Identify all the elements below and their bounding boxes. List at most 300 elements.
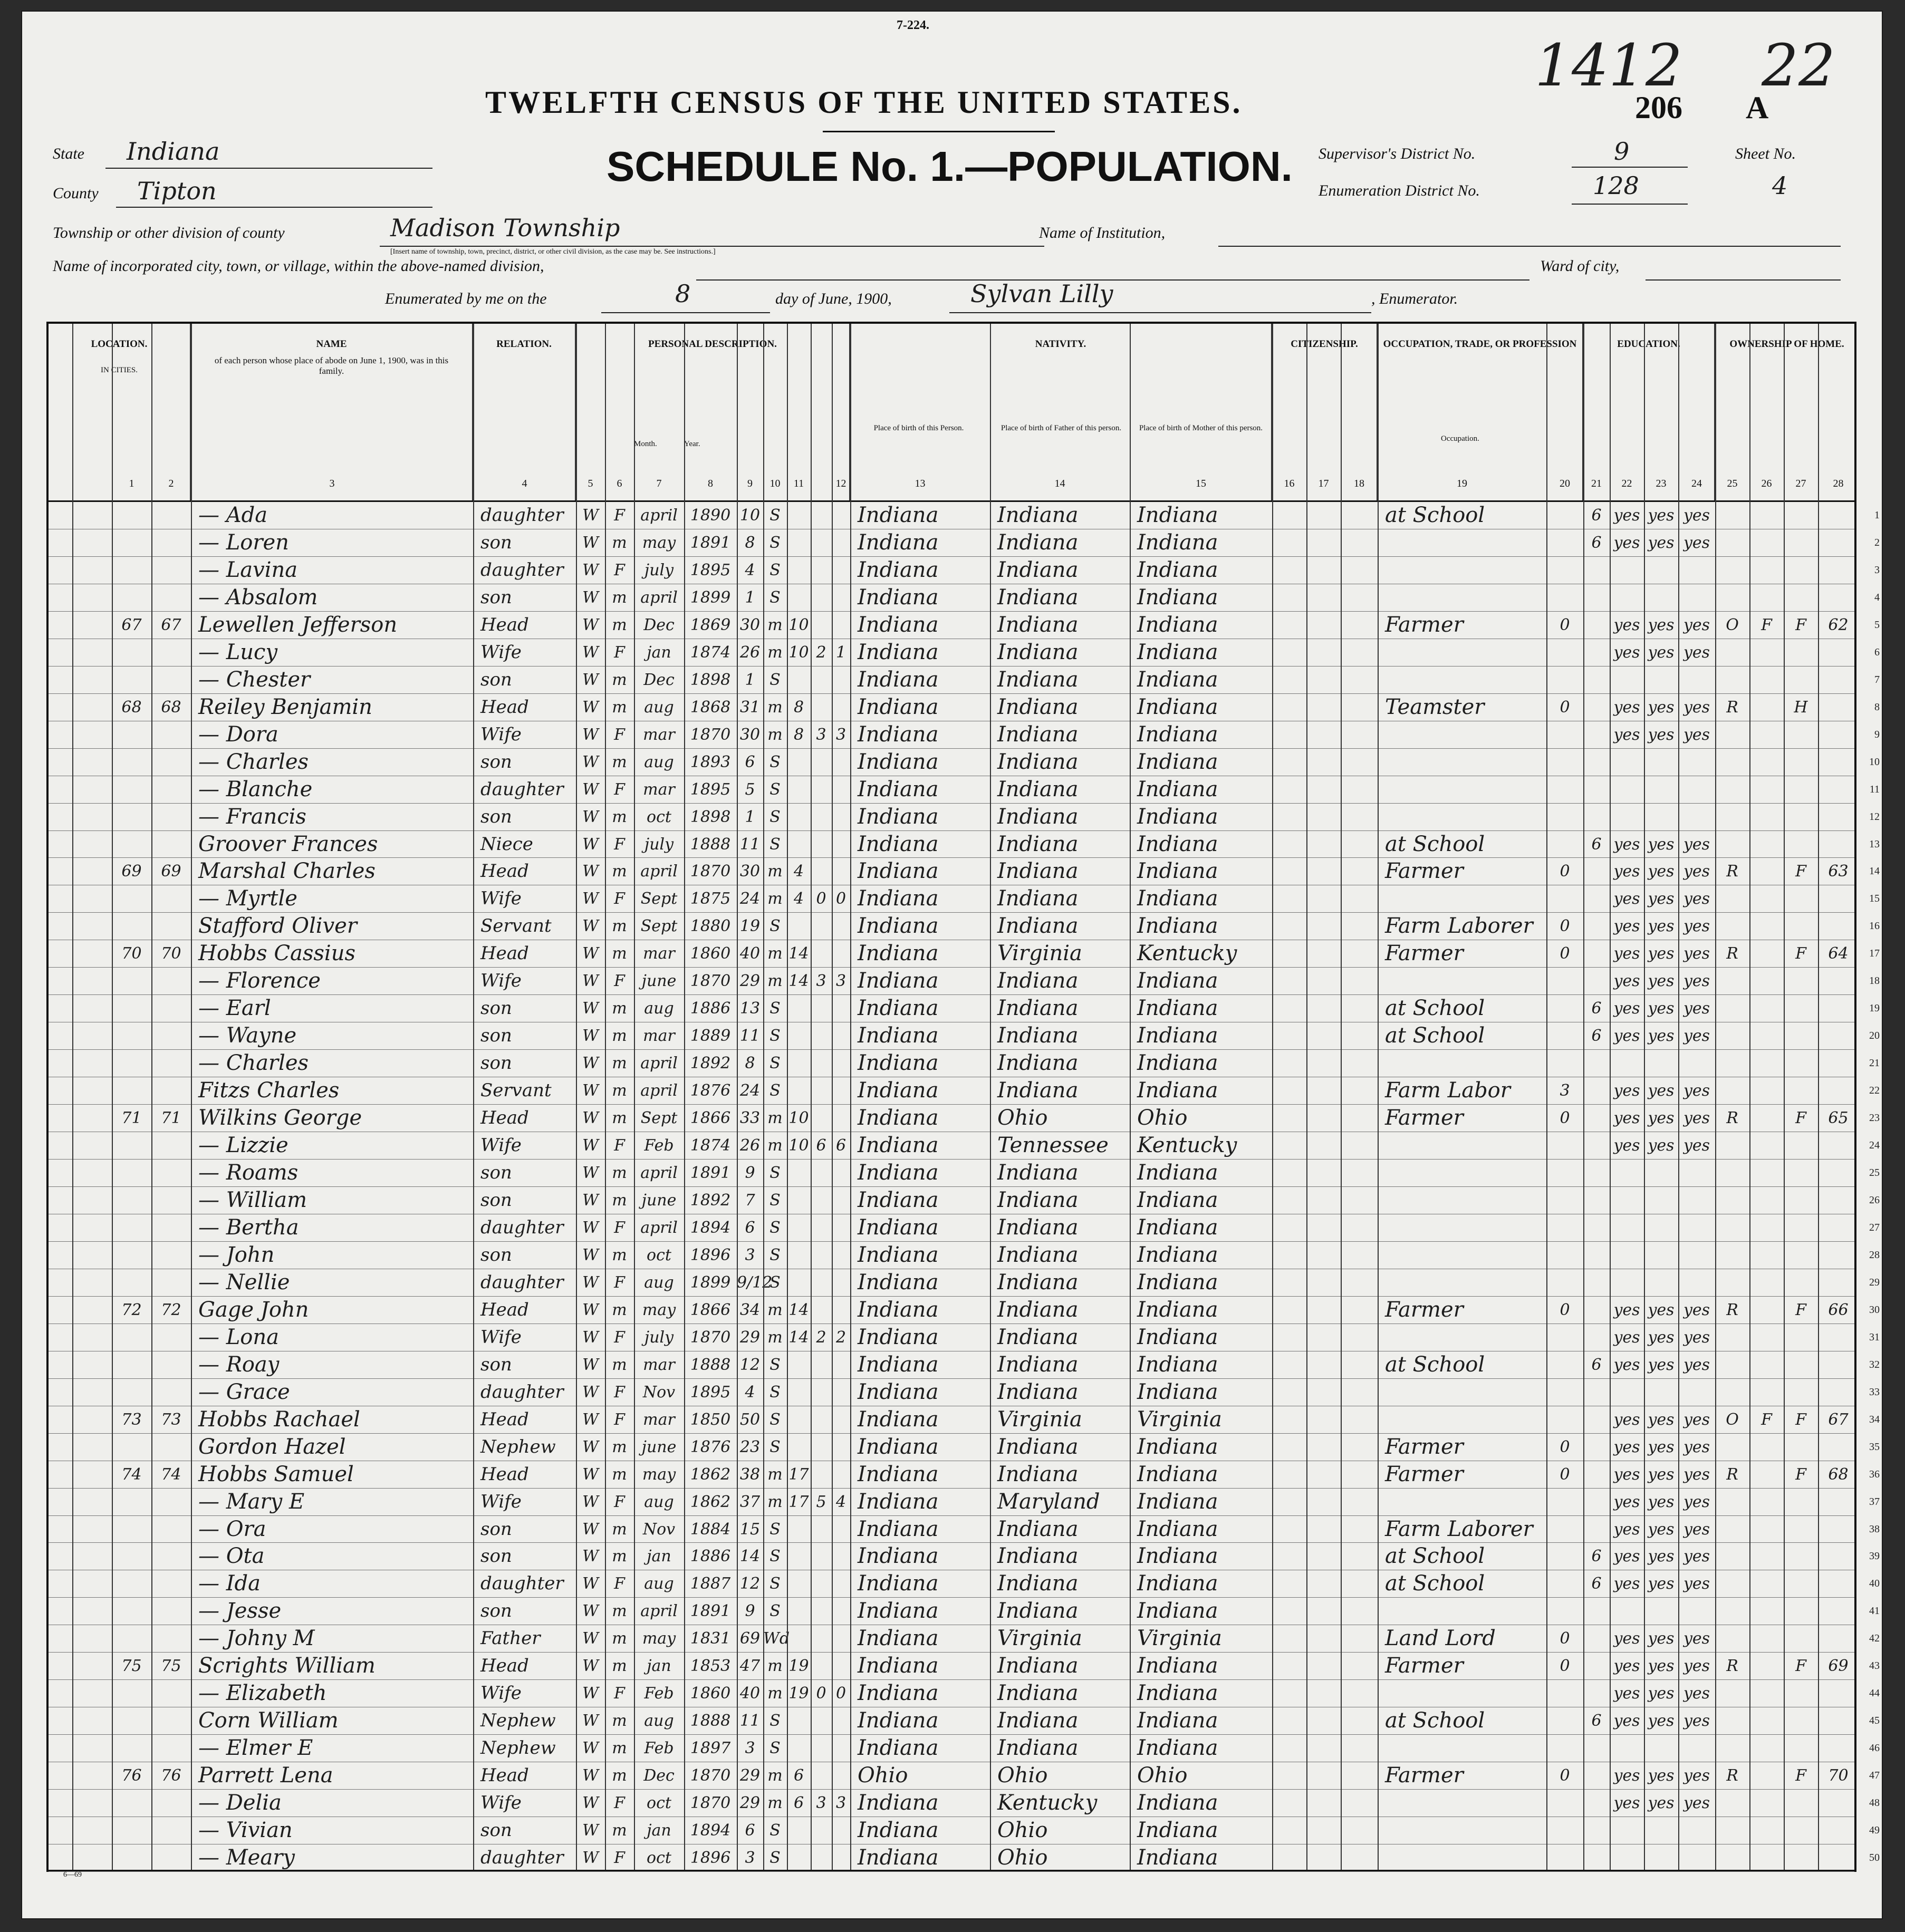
cell-read: yes <box>1613 1109 1640 1128</box>
cell-ch: 3 <box>816 1794 826 1813</box>
cell-mar: S <box>769 1245 781 1264</box>
cell-race: W <box>582 643 599 662</box>
cell-ch: 3 <box>816 972 826 991</box>
cell-sex: m <box>612 1355 627 1374</box>
cell-mo: april <box>640 1164 678 1183</box>
cell-yr: 1870 <box>690 1766 731 1785</box>
cell-mo: aug <box>644 1712 674 1731</box>
cell-bp: Indiana <box>858 1379 939 1404</box>
cell-mo: Dec <box>643 1766 675 1785</box>
cell-occ: Farmer <box>1385 1763 1464 1788</box>
cell-bp: Indiana <box>858 694 939 719</box>
cell-mo: Sept <box>640 890 678 909</box>
cell-mar: S <box>769 1054 781 1073</box>
cell-liv: 3 <box>835 725 846 744</box>
cell-yr: 1887 <box>690 1574 731 1593</box>
cell-mbp: Indiana <box>1137 1215 1218 1240</box>
row-number: 21 <box>1869 1057 1880 1069</box>
row-number: 35 <box>1869 1441 1880 1453</box>
cell-read: yes <box>1613 506 1640 525</box>
cell-bp: Indiana <box>858 996 939 1021</box>
cell-mbp: Indiana <box>1137 1736 1218 1761</box>
cell-fam: 75 <box>161 1657 181 1676</box>
cell-read: yes <box>1613 1027 1640 1046</box>
cell-read: yes <box>1613 999 1640 1018</box>
cell-mar: S <box>769 835 781 854</box>
column-rule <box>634 324 635 1870</box>
cell-bp: Indiana <box>858 1434 939 1459</box>
cell-name: Marshal Charles <box>198 859 376 884</box>
cell-mo: oct <box>647 1849 671 1868</box>
cell-own: R <box>1726 1109 1738 1128</box>
cell-age: 1 <box>745 670 755 689</box>
row-number: 29 <box>1869 1276 1880 1288</box>
cell-sex: m <box>612 862 627 881</box>
cell-mo: may <box>642 533 676 552</box>
cell-eng: yes <box>1683 643 1710 662</box>
cell-sch: 6 <box>1591 1574 1602 1593</box>
cell-bp: Indiana <box>858 1023 939 1048</box>
cell-fbp: Indiana <box>997 1188 1079 1212</box>
cell-mar: S <box>769 752 781 771</box>
occupation-header: OCCUPATION, TRADE, OR PROFESSION Occupation. <box>1378 324 1583 500</box>
cell-write: yes <box>1648 1027 1675 1046</box>
cell-eng: yes <box>1683 1109 1710 1128</box>
cell-fbp: Indiana <box>997 1242 1079 1267</box>
cell-bp: Indiana <box>858 1215 939 1240</box>
cell-mo: mar <box>643 1355 675 1374</box>
enumerator-line <box>949 312 1371 313</box>
cell-mo: aug <box>644 752 674 771</box>
cell-sched: 65 <box>1828 1109 1849 1128</box>
cell-eng: yes <box>1683 1410 1710 1429</box>
cell-bp: Indiana <box>858 1489 939 1514</box>
cell-sex: m <box>612 670 627 689</box>
cell-write: yes <box>1648 1492 1675 1511</box>
cell-yr: 1888 <box>690 1355 731 1374</box>
cell-sex: m <box>612 944 627 963</box>
cell-race: W <box>582 561 599 579</box>
cell-yr: 1897 <box>690 1739 731 1758</box>
cell-name: — Ota <box>198 1544 265 1569</box>
cell-bp: Indiana <box>858 804 939 829</box>
cell-read: yes <box>1613 1355 1640 1374</box>
cell-yr: 1895 <box>690 780 731 799</box>
cell-read: yes <box>1613 643 1640 662</box>
cell-yr: 1870 <box>690 1794 731 1813</box>
cell-eng: yes <box>1683 1465 1710 1484</box>
cell-mo: april <box>640 1218 678 1237</box>
cell-mbp: Virginia <box>1137 1626 1222 1651</box>
column-rule <box>191 324 192 1870</box>
cell-age: 23 <box>739 1437 761 1456</box>
cell-mo: mar <box>643 1027 675 1046</box>
column-rule <box>576 324 577 1870</box>
cell-sched: 62 <box>1828 615 1849 634</box>
cell-fbp: Virginia <box>997 1407 1082 1432</box>
township-note: [Insert name of township, town, precinct, district, or other civil division, as the case may be. See instructions.] <box>390 248 716 256</box>
cell-rel: Nephew <box>480 1737 556 1759</box>
cell-read: yes <box>1613 1657 1640 1676</box>
cell-age: 12 <box>739 1574 761 1593</box>
row-number: 32 <box>1869 1358 1880 1370</box>
cell-rel: Wife <box>480 1326 522 1348</box>
institution-label: Name of Institution, <box>1039 224 1166 242</box>
census-sheet <box>21 11 1883 1919</box>
cell-name: Parrett Lena <box>198 1763 333 1788</box>
cell-occ: Teamster <box>1385 694 1485 719</box>
cell-own: R <box>1726 1300 1738 1319</box>
cell-age: 15 <box>739 1520 761 1539</box>
cell-name: — Absalom <box>198 585 318 610</box>
cell-fbp: Indiana <box>997 996 1079 1021</box>
cell-mo: Dec <box>643 670 675 689</box>
cell-name: — Myrtle <box>198 886 297 911</box>
cell-name: — Ora <box>198 1516 266 1541</box>
cell-sex: F <box>614 1574 625 1593</box>
cell-mbp: Indiana <box>1137 503 1218 527</box>
cell-mbp: Indiana <box>1137 1270 1218 1295</box>
cell-race: W <box>582 917 599 936</box>
cell-mar: m <box>767 1136 783 1155</box>
cell-rel: Wife <box>480 1491 522 1512</box>
cell-rel: Father <box>480 1628 541 1649</box>
cell-yr: 1894 <box>690 1218 731 1237</box>
column-number: 4 <box>522 478 527 489</box>
cell-occ: at School <box>1385 1571 1485 1596</box>
column-rule <box>1583 324 1584 1870</box>
cell-yrs: 6 <box>793 1794 804 1813</box>
name-header: NAME of each person whose place of abode on June 1, 1900, was in this family. <box>191 324 473 500</box>
cell-eng: yes <box>1683 698 1710 717</box>
cell-eng: yes <box>1683 1574 1710 1593</box>
cell-sex: m <box>612 1465 627 1484</box>
column-rule <box>1546 324 1547 1870</box>
cell-age: 11 <box>739 1027 761 1046</box>
cell-sch: 6 <box>1591 1547 1602 1566</box>
cell-race: W <box>582 1629 599 1648</box>
cell-rel: Head <box>480 614 529 635</box>
row-number: 30 <box>1869 1303 1880 1316</box>
cell-age: 12 <box>739 1355 761 1374</box>
cell-sex: m <box>612 1712 627 1731</box>
cell-rel: Wife <box>480 1135 522 1156</box>
cell-mo_ne: 3 <box>1560 1081 1570 1100</box>
cell-bp: Indiana <box>858 503 939 527</box>
cell-age: 29 <box>739 1328 761 1347</box>
cell-eng: yes <box>1683 1712 1710 1731</box>
cell-occ: at School <box>1385 832 1485 856</box>
cell-liv: 4 <box>835 1492 846 1511</box>
cell-rel: daughter <box>480 1847 564 1869</box>
cell-eng: yes <box>1683 1766 1710 1785</box>
cell-name: — Roay <box>198 1352 280 1377</box>
cell-occ: at School <box>1385 503 1485 527</box>
cell-write: yes <box>1648 1136 1675 1155</box>
cell-yr: 1893 <box>690 752 731 771</box>
cell-yr: 1884 <box>690 1520 731 1539</box>
column-number: 25 <box>1727 478 1738 489</box>
cell-name: Groover Frances <box>198 832 378 856</box>
cell-occ: Farmer <box>1385 941 1464 966</box>
cell-read: yes <box>1613 1437 1640 1456</box>
cell-rel: Head <box>480 1408 529 1430</box>
cell-fbp: Indiana <box>997 557 1079 582</box>
cell-read: yes <box>1613 944 1640 963</box>
cell-mar: S <box>769 1849 781 1868</box>
cell-fam: 69 <box>161 862 181 881</box>
cell-mar: S <box>769 1027 781 1046</box>
cell-mbp: Indiana <box>1137 1078 1218 1103</box>
cell-liv: 3 <box>835 1794 846 1813</box>
cell-yr: 1898 <box>690 807 731 826</box>
cell-rel: Head <box>480 1765 529 1786</box>
cell-age: 47 <box>739 1657 761 1676</box>
column-rule <box>1130 324 1131 1870</box>
row-number: 40 <box>1869 1578 1880 1590</box>
cell-race: W <box>582 1136 599 1155</box>
cell-name: Lewellen Jefferson <box>198 612 398 637</box>
column-rule <box>1749 324 1750 1870</box>
cell-race: W <box>582 807 599 826</box>
cell-yr: 1896 <box>690 1245 731 1264</box>
cell-sex: F <box>614 972 625 991</box>
row-number: 8 <box>1874 701 1880 713</box>
cell-mo_ne: 0 <box>1560 615 1570 634</box>
cell-farm: F <box>1795 1109 1806 1128</box>
cell-dw: 72 <box>121 1300 142 1319</box>
cell-yr: 1890 <box>690 506 731 525</box>
cell-fbp: Indiana <box>997 1270 1079 1295</box>
cell-age: 33 <box>739 1109 761 1128</box>
cell-fbp: Ohio <box>997 1818 1048 1843</box>
cell-age: 26 <box>739 1136 761 1155</box>
cell-rel: Head <box>480 861 529 882</box>
enumerated-mid: day of June, 1900, <box>775 290 892 307</box>
location-header: LOCATION. IN CITIES. <box>49 324 191 500</box>
column-rule <box>832 324 833 1870</box>
column-rule <box>1715 324 1716 1870</box>
cell-read: yes <box>1613 1520 1640 1539</box>
cell-mbp: Indiana <box>1137 1297 1218 1322</box>
cell-yr: 1869 <box>690 615 731 634</box>
cell-name: Wilkins George <box>198 1106 362 1131</box>
footer-code: 6—69 <box>63 1871 82 1879</box>
cell-write: yes <box>1648 862 1675 881</box>
cell-mar: m <box>767 1328 783 1347</box>
state-value: Indiana <box>127 137 220 166</box>
cell-fbp: Indiana <box>997 1462 1079 1486</box>
cell-rel: daughter <box>480 778 564 800</box>
cell-yr: 1892 <box>690 1191 731 1210</box>
cell-yr: 1853 <box>690 1657 731 1676</box>
cell-bp: Indiana <box>858 1681 939 1706</box>
cell-sex: m <box>612 1821 627 1840</box>
cell-eng: yes <box>1683 1437 1710 1456</box>
cell-sched: 64 <box>1828 944 1849 963</box>
cell-sch: 6 <box>1591 999 1602 1018</box>
cell-mar: S <box>769 1218 781 1237</box>
cell-bp: Indiana <box>858 1352 939 1377</box>
cell-mo: jan <box>647 1657 671 1676</box>
cell-write: yes <box>1648 1574 1675 1593</box>
cell-sch: 6 <box>1591 1712 1602 1731</box>
cell-race: W <box>582 670 599 689</box>
cell-fbp: Tennessee <box>997 1133 1109 1158</box>
cell-age: 29 <box>739 1766 761 1785</box>
cell-race: W <box>582 1465 599 1484</box>
cell-yr: 1850 <box>690 1410 731 1429</box>
cell-mar: S <box>769 533 781 552</box>
cell-rel: son <box>480 806 512 827</box>
row-number: 23 <box>1869 1112 1880 1124</box>
cell-farm: F <box>1795 1410 1806 1429</box>
county-label: County <box>53 185 99 202</box>
cell-name: — Lucy <box>198 640 278 664</box>
cell-occ: Farmer <box>1385 1106 1464 1131</box>
cell-mbp: Indiana <box>1137 1489 1218 1514</box>
cell-age: 8 <box>745 1054 755 1073</box>
cell-own: R <box>1726 944 1738 963</box>
cell-sex: F <box>614 1492 625 1511</box>
cell-bp: Indiana <box>858 1544 939 1569</box>
cell-age: 29 <box>739 1794 761 1813</box>
cell-bp: Indiana <box>858 722 939 747</box>
cell-farm: F <box>1795 862 1806 881</box>
cell-mar: m <box>767 972 783 991</box>
institution-line <box>1218 246 1841 247</box>
cell-age: 3 <box>745 1849 755 1868</box>
cell-name: — Florence <box>198 969 321 993</box>
cell-race: W <box>582 1520 599 1539</box>
cell-write: yes <box>1648 1465 1675 1484</box>
cell-mbp: Indiana <box>1137 694 1218 719</box>
cell-sched: 63 <box>1828 862 1849 881</box>
cell-mo: june <box>641 1437 677 1456</box>
cell-age: 40 <box>739 1684 761 1703</box>
cell-mar: S <box>769 1164 781 1183</box>
cell-mo: oct <box>647 807 671 826</box>
nativity-header: NATIVITY. Place of birth of this Person. Place of birth of Father of this person. Place of birth of Mother of this person. <box>850 324 1272 500</box>
cell-farm: F <box>1795 1300 1806 1319</box>
cell-mar: S <box>769 506 781 525</box>
supervisor-label: Supervisor's District No. <box>1319 145 1476 162</box>
cell-mo_ne: 0 <box>1560 862 1570 881</box>
row-number: 11 <box>1869 783 1880 795</box>
cell-mar: S <box>769 1712 781 1731</box>
cell-name: — Johny M <box>198 1626 315 1651</box>
cell-age: 34 <box>739 1300 761 1319</box>
cell-bp: Indiana <box>858 1106 939 1131</box>
population-table <box>46 322 1880 1872</box>
cell-rel: son <box>480 751 512 772</box>
cell-age: 4 <box>745 561 755 579</box>
cell-yrs: 4 <box>793 862 804 881</box>
cell-sch: 6 <box>1591 1355 1602 1374</box>
cell-mar: m <box>767 725 783 744</box>
cell-name: — Vivian <box>198 1818 293 1843</box>
cell-bp: Ohio <box>858 1763 908 1788</box>
cell-mar: S <box>769 1273 781 1292</box>
cell-name: — Elizabeth <box>198 1681 327 1706</box>
cell-write: yes <box>1648 890 1675 909</box>
cell-race: W <box>582 1164 599 1183</box>
cell-name: — Ada <box>198 503 268 527</box>
cell-bp: Indiana <box>858 777 939 801</box>
cell-age: 5 <box>745 780 755 799</box>
cell-eng: yes <box>1683 533 1710 552</box>
cell-mo_ne: 0 <box>1560 1629 1570 1648</box>
cell-fbp: Indiana <box>997 1023 1079 1048</box>
cell-sex: F <box>614 835 625 854</box>
cell-yr: 1886 <box>690 999 731 1018</box>
cell-mo: april <box>640 1081 678 1100</box>
cell-fbp: Ohio <box>997 1763 1048 1788</box>
cell-yr: 1870 <box>690 725 731 744</box>
cell-sched: 67 <box>1828 1410 1849 1429</box>
cell-age: 14 <box>739 1547 761 1566</box>
cell-name: — Delia <box>198 1791 282 1815</box>
cell-occ: Farmer <box>1385 1462 1464 1486</box>
cell-name: — Charles <box>198 749 309 774</box>
cell-mbp: Indiana <box>1137 612 1218 637</box>
cell-dw: 74 <box>121 1465 142 1484</box>
cell-eng: yes <box>1683 1081 1710 1100</box>
cell-rel: Wife <box>480 970 522 992</box>
cell-mar: S <box>769 1547 781 1566</box>
cell-yr: 1831 <box>690 1629 731 1648</box>
cell-name: — Grace <box>198 1379 290 1404</box>
cell-occ: Farmer <box>1385 1434 1464 1459</box>
cell-read: yes <box>1613 890 1640 909</box>
cell-mbp: Indiana <box>1137 969 1218 993</box>
cell-fbp: Indiana <box>997 832 1079 856</box>
column-rule <box>1341 324 1342 1870</box>
row-number: 6 <box>1874 646 1880 658</box>
cell-ch: 6 <box>816 1136 826 1155</box>
cell-yr: 1870 <box>690 862 731 881</box>
cell-eng: yes <box>1683 999 1710 1018</box>
cell-fbp: Indiana <box>997 503 1079 527</box>
row-number: 19 <box>1869 1002 1880 1015</box>
cell-read: yes <box>1613 1136 1640 1155</box>
cell-mo: jan <box>647 643 671 662</box>
cell-read: yes <box>1613 1712 1640 1731</box>
column-rule <box>1644 324 1645 1870</box>
cell-mbp: Indiana <box>1137 1023 1218 1048</box>
cell-read: yes <box>1613 1492 1640 1511</box>
cell-rel: Niece <box>480 833 533 855</box>
cell-farm: F <box>1795 615 1806 634</box>
cell-mbp: Indiana <box>1137 1846 1218 1870</box>
cell-bp: Indiana <box>858 1133 939 1158</box>
township-line <box>380 246 1044 247</box>
cell-occ: at School <box>1385 1544 1485 1569</box>
cell-fbp: Indiana <box>997 1654 1079 1678</box>
cell-race: W <box>582 972 599 991</box>
cell-mbp: Indiana <box>1137 1791 1218 1815</box>
row-number: 17 <box>1869 948 1880 960</box>
cell-fbp: Indiana <box>997 1325 1079 1349</box>
cell-yr: 1862 <box>690 1492 731 1511</box>
cell-rel: Servant <box>480 1080 552 1102</box>
cell-mo: Feb <box>644 1684 674 1703</box>
cell-yr: 1895 <box>690 561 731 579</box>
city-label: Name of incorporated city, town, or village, within the above-named division, <box>53 257 544 275</box>
cell-age: 26 <box>739 643 761 662</box>
annotation-page: 22 <box>1762 32 1835 99</box>
column-number: 22 <box>1621 478 1632 489</box>
